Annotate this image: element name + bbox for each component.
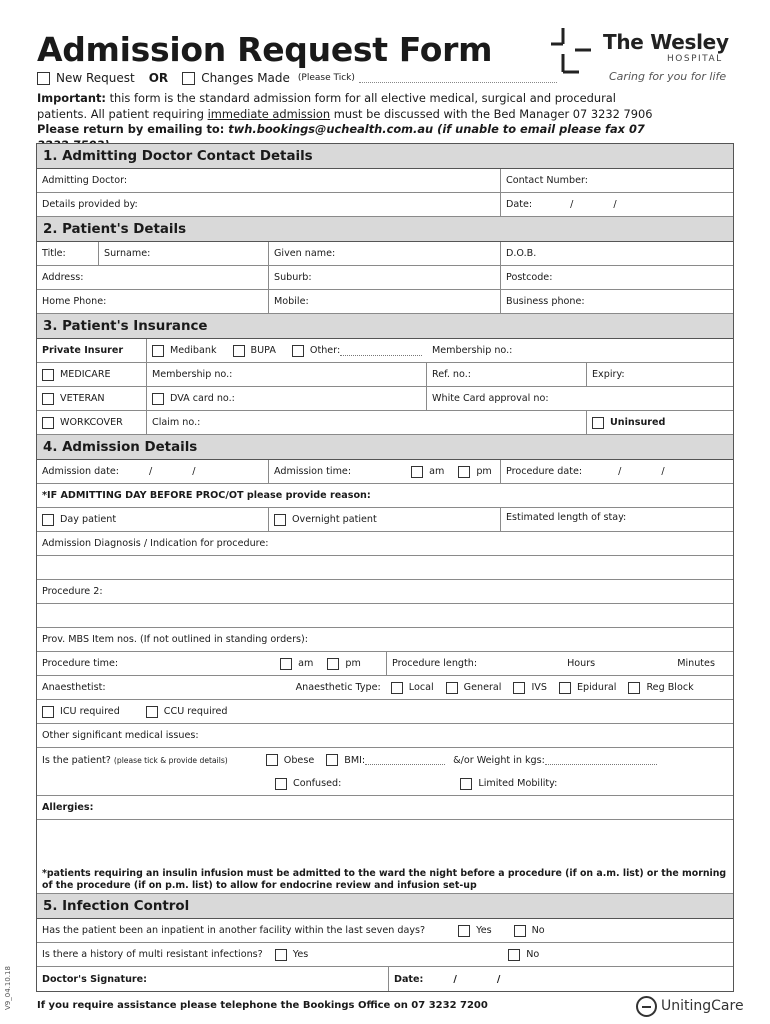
expiry-field[interactable] — [587, 363, 733, 386]
admitting-doctor-row — [37, 169, 733, 193]
postcode-field[interactable] — [501, 266, 733, 289]
contact-number-label: Contact Number: — [506, 175, 588, 186]
anaesthetist-label: Anaesthetist: — [42, 682, 106, 693]
resistant-no-checkbox[interactable] — [508, 949, 520, 961]
resistant-infection-question: Is there a history of multi resistant infections? — [42, 949, 263, 960]
local-label: Local — [408, 682, 434, 693]
procedure-date-field[interactable] — [501, 460, 733, 483]
reason-row — [37, 484, 733, 508]
length-of-stay-field[interactable] — [501, 508, 733, 531]
signature-date-slash-1: / — [453, 973, 457, 985]
confused-row — [37, 772, 733, 796]
date-slash-1: / — [570, 199, 574, 210]
medicare-membership-field[interactable] — [147, 363, 427, 386]
limited-mobility-label: Limited Mobility: — [478, 778, 558, 789]
home-phone-field[interactable] — [37, 290, 269, 313]
section-2-title: 2. Patient's Details — [43, 221, 187, 237]
allergies-row — [37, 796, 733, 820]
given-name-field[interactable] — [269, 242, 501, 265]
form-header — [37, 30, 737, 140]
return-email: twh.bookings@uchealth.com.au (if unable to email please fax 07 — [228, 122, 645, 136]
obese-checkbox[interactable] — [266, 754, 278, 766]
procedure-length-label: Procedure length: — [392, 658, 478, 669]
postcode-label: Postcode: — [506, 272, 553, 283]
resistant-yes-checkbox[interactable] — [275, 949, 287, 961]
icu-ccu-row — [37, 700, 733, 724]
dva-checkbox[interactable] — [152, 393, 164, 405]
is-patient-label: Is the patient? — [42, 754, 111, 766]
ccu-checkbox[interactable] — [146, 706, 158, 718]
inpatient-yes-label: Yes — [476, 925, 492, 936]
is-patient-hint: (please tick & provide details) — [113, 755, 228, 765]
version-code: V9_04.10.18 — [4, 966, 12, 1010]
intro-text-1: this form is the standard admission form for all elective medical, surgical and procedural patients. All patient requiring — [37, 91, 616, 121]
day-patient-label: Day patient — [60, 514, 117, 525]
claim-no-label: Claim no.: — [152, 417, 201, 428]
hours-label: Hours — [567, 658, 596, 669]
title-label: Title: — [42, 248, 66, 259]
general-checkbox[interactable] — [446, 682, 458, 694]
admitting-doctor-label: Admitting Doctor: — [42, 175, 128, 186]
section-2-header — [37, 217, 733, 242]
mbs-row — [37, 628, 733, 652]
overnight-patient-label: Overnight patient — [292, 514, 377, 525]
local-checkbox[interactable] — [391, 682, 403, 694]
veteran-label: VETERAN — [60, 393, 105, 404]
veteran-row — [37, 387, 733, 411]
bupa-checkbox[interactable] — [233, 345, 245, 357]
admission-pm-checkbox[interactable] — [458, 466, 470, 478]
length-of-stay-label: Estimated length of stay: — [506, 512, 627, 523]
bmi-checkbox[interactable] — [326, 754, 338, 766]
confused-label: Confused: — [293, 778, 342, 789]
section-1-header — [37, 144, 733, 169]
admission-am-label: am — [429, 466, 445, 477]
obese-label: Obese — [283, 754, 315, 766]
medibank-checkbox[interactable] — [152, 345, 164, 357]
other-insurer-label: Other: — [309, 345, 341, 356]
changes-made-label: Changes Made — [201, 71, 290, 85]
admission-date-label: Admission date: — [42, 466, 120, 477]
medibank-label: Medibank — [170, 345, 217, 356]
signature-date-label: Date: — [394, 973, 424, 985]
patient-type-row — [37, 508, 733, 532]
dob-label: D.O.B. — [506, 248, 537, 259]
reg-block-label: Reg Block — [646, 682, 694, 693]
ivs-checkbox[interactable] — [513, 682, 525, 694]
signature-row — [37, 967, 733, 991]
hospital-logo — [547, 24, 737, 86]
title-field[interactable] — [37, 242, 99, 265]
white-card-field[interactable] — [427, 387, 733, 410]
admission-pm-label: pm — [476, 466, 492, 477]
claim-no-field[interactable] — [147, 411, 587, 434]
medicare-membership-label: Membership no.: — [152, 369, 233, 380]
insulin-note: *patients requiring an insulin infusion must be admitted to the ward the night before a procedure (if on a.m. list) or the morning of the procedure (if on p.m. list) to allow for endocrine review and infusion set-up — [42, 868, 727, 891]
details-provided-field[interactable] — [37, 193, 501, 216]
diabetes-block — [37, 820, 733, 868]
resistant-infection-row — [37, 943, 733, 967]
resistant-no-label: No — [526, 949, 540, 960]
procedure-date-slash-2: / — [661, 466, 665, 477]
anaesthetist-row — [37, 676, 733, 700]
address-row — [37, 266, 733, 290]
confused-checkbox[interactable] — [275, 778, 287, 790]
insulin-note-row — [37, 868, 733, 894]
icu-label: ICU required — [60, 706, 120, 717]
procedure-2-row — [37, 580, 733, 604]
date-slash-2: / — [613, 199, 617, 210]
procedure-am-label: am — [298, 658, 314, 669]
mobile-label: Mobile: — [274, 296, 309, 307]
inpatient-yes-checkbox[interactable] — [458, 925, 470, 937]
limited-mobility-checkbox[interactable] — [460, 778, 472, 790]
unitingcare-logo — [636, 995, 744, 1017]
home-phone-label: Home Phone: — [42, 296, 107, 307]
bupa-label: BUPA — [250, 345, 276, 356]
signature-field[interactable] — [37, 967, 389, 991]
bmi-field[interactable] — [365, 755, 445, 765]
section-5-title: 5. Infection Control — [43, 898, 190, 914]
assistance-note: If you require assistance please telephone the Bookings Office on 07 3232 7200 — [37, 1000, 488, 1011]
weight-label: &/or Weight in kgs: — [453, 754, 545, 766]
wesley-cross-icon — [547, 24, 599, 76]
request-type-row — [37, 70, 557, 86]
address-field[interactable] — [37, 266, 269, 289]
uninsured-checkbox[interactable] — [592, 417, 604, 429]
expiry-label: Expiry: — [592, 369, 625, 380]
section-3-title: 3. Patient's Insurance — [43, 318, 208, 334]
mbs-label: Prov. MBS Item nos. (If not outlined in standing orders): — [42, 634, 308, 645]
other-insurer-checkbox[interactable] — [292, 345, 304, 357]
private-insurer-row — [37, 339, 733, 363]
anaesthetic-type-label: Anaesthetic Type: — [295, 682, 381, 693]
dob-field[interactable] — [501, 242, 733, 265]
section-4-title: 4. Admission Details — [43, 439, 198, 455]
please-tick-hint: (Please Tick) — [297, 73, 355, 83]
intro-underlined: immediate admission — [207, 106, 331, 121]
membership-no-label: Membership no.: — [432, 345, 513, 356]
contact-number-field[interactable] — [501, 169, 733, 192]
membership-no-field[interactable] — [427, 339, 733, 362]
other-insurer-field[interactable] — [340, 346, 422, 356]
page-title: Admission Request Form — [37, 30, 493, 69]
admission-time-label: Admission time: — [274, 466, 352, 477]
admission-date-slash-2: / — [192, 466, 196, 477]
date-label: Date: — [506, 199, 533, 210]
uninsured-label: Uninsured — [610, 417, 666, 428]
day-patient-checkbox[interactable] — [42, 514, 54, 526]
intro-text-2: must be discussed with the Bed Manager 07 3232 7906 — [333, 106, 653, 121]
details-provided-row — [37, 193, 733, 217]
is-patient-row — [37, 748, 733, 772]
business-phone-field[interactable] — [501, 290, 733, 313]
section-3-header — [37, 314, 733, 339]
medicare-row — [37, 363, 733, 387]
procedure-pm-checkbox[interactable] — [327, 658, 339, 670]
workcover-checkbox[interactable] — [42, 417, 54, 429]
given-name-label: Given name: — [274, 248, 336, 259]
section-4-header — [37, 435, 733, 460]
private-insurer-label: Private Insurer — [42, 345, 124, 356]
section-5-header — [37, 894, 733, 919]
mobile-field[interactable] — [269, 290, 501, 313]
logo-name: The Wesley — [603, 30, 729, 54]
procedure-2-label: Procedure 2: — [42, 586, 103, 597]
diagnosis-blank-row[interactable] — [37, 556, 733, 580]
suburb-field[interactable] — [269, 266, 501, 289]
new-request-checkbox[interactable] — [37, 72, 50, 85]
diagnosis-row — [37, 532, 733, 556]
ivs-label: IVS — [531, 682, 547, 693]
important-label: Important: — [37, 91, 106, 105]
ref-no-field[interactable] — [427, 363, 587, 386]
admission-date-slash-1: / — [149, 466, 153, 477]
bmi-label: BMI: — [344, 754, 366, 766]
surname-label: Surname: — [104, 248, 151, 259]
white-card-label: White Card approval no: — [432, 393, 549, 404]
workcover-label: WORKCOVER — [60, 417, 123, 428]
suburb-label: Suburb: — [274, 272, 312, 283]
icu-checkbox[interactable] — [42, 706, 54, 718]
other-issues-row — [37, 724, 733, 748]
procedure-time-label: Procedure time: — [42, 658, 119, 669]
admitting-doctor-field[interactable] — [37, 169, 501, 192]
return-label: Please return by emailing to: — [37, 122, 225, 136]
inpatient-question: Has the patient been an inpatient in another facility within the last seven days? — [42, 925, 426, 936]
medicare-checkbox[interactable] — [42, 369, 54, 381]
epidural-checkbox[interactable] — [559, 682, 571, 694]
medicare-label: MEDICARE — [60, 369, 111, 380]
veteran-checkbox[interactable] — [42, 393, 54, 405]
signature-date-field[interactable] — [389, 967, 733, 991]
procedure-date-label: Procedure date: — [506, 466, 583, 477]
surname-field[interactable] — [99, 242, 269, 265]
patient-name-row — [37, 242, 733, 266]
signature-date-slash-2: / — [496, 973, 501, 985]
logo-tagline: Caring for you for life — [609, 70, 727, 83]
admission-date-row — [37, 460, 733, 484]
procedure-time-row — [37, 652, 733, 676]
procedure-date-slash-1: / — [618, 466, 622, 477]
weight-field[interactable] — [545, 755, 657, 765]
inpatient-no-checkbox[interactable] — [514, 925, 526, 937]
business-phone-label: Business phone: — [506, 296, 585, 307]
dva-label: DVA card no.: — [170, 393, 235, 404]
ccu-label: CCU required — [163, 706, 228, 717]
unitingcare-icon — [636, 996, 657, 1017]
phone-row — [37, 290, 733, 314]
procedure-am-checkbox[interactable] — [280, 658, 292, 670]
admission-date-field[interactable] — [37, 460, 269, 483]
other-issues-label: Other significant medical issues: — [42, 730, 199, 741]
inpatient-row — [37, 919, 733, 943]
allergies-label: Allergies: — [42, 802, 94, 813]
or-label: OR — [148, 71, 169, 85]
admission-am-checkbox[interactable] — [411, 466, 423, 478]
procedure-length-field[interactable] — [387, 652, 733, 675]
admission-form — [36, 143, 734, 992]
signature-label: Doctor's Signature: — [42, 973, 147, 985]
overnight-patient-checkbox[interactable] — [274, 514, 286, 526]
procedure-2-blank-row[interactable] — [37, 604, 733, 628]
minutes-label: Minutes — [677, 658, 715, 669]
new-request-label: New Request — [56, 71, 135, 85]
general-label: General — [463, 682, 502, 693]
workcover-row — [37, 411, 733, 435]
epidural-label: Epidural — [576, 682, 617, 693]
inpatient-no-label: No — [531, 925, 545, 936]
procedure-pm-label: pm — [345, 658, 361, 669]
resistant-yes-label: Yes — [292, 949, 309, 960]
date-field[interactable] — [501, 193, 733, 216]
address-label: Address: — [42, 272, 84, 283]
logo-subtitle: HOSPITAL — [667, 54, 723, 64]
details-provided-label: Details provided by: — [42, 199, 138, 210]
changes-details-field[interactable] — [359, 73, 557, 83]
unitingcare-label: UnitingCare — [661, 998, 744, 1014]
diagnosis-label: Admission Diagnosis / Indication for procedure: — [42, 538, 269, 549]
ref-no-label: Ref. no.: — [432, 369, 471, 380]
section-1-title: 1. Admitting Doctor Contact Details — [43, 148, 313, 164]
reason-note: *IF ADMITTING DAY BEFORE PROC/OT please provide reason: — [42, 490, 371, 501]
reg-block-checkbox[interactable] — [628, 682, 640, 694]
changes-made-checkbox[interactable] — [182, 72, 195, 85]
